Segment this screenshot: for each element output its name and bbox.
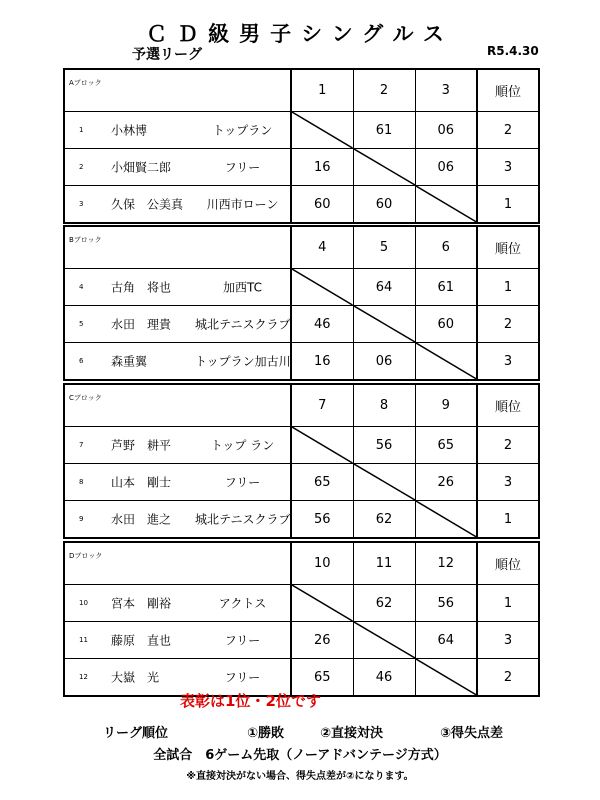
player-club: 加西TC [222, 280, 262, 295]
score-cell: 61 [415, 269, 477, 306]
block-name: Bブロック [64, 226, 291, 269]
player-name: 小畑賢二郎 [111, 160, 172, 175]
column-header: 2 [353, 69, 415, 112]
rules-label: リーグ順位 [103, 726, 169, 741]
rank-cell: 3 [477, 464, 539, 501]
player-number: 1 [79, 126, 84, 134]
column-header: 6 [415, 226, 477, 269]
rank-cell: 1 [477, 501, 539, 539]
score-cell: 60 [291, 186, 353, 224]
diagonal-line [354, 306, 415, 342]
player-cell [64, 343, 291, 381]
player-number: 12 [79, 673, 88, 681]
player-number: 10 [79, 599, 88, 607]
rank-cell: 3 [477, 622, 539, 659]
player-cell [64, 306, 291, 343]
player-cell [64, 427, 291, 464]
diagonal-line [292, 585, 353, 621]
player-cell [64, 464, 291, 501]
rank-cell: 2 [477, 659, 539, 697]
diagonal-line [416, 343, 477, 379]
date-label: R5.4.30 [487, 44, 539, 58]
score-cell: 26 [415, 464, 477, 501]
player-row [64, 427, 539, 464]
player-cell [64, 501, 291, 539]
player-cell [64, 149, 291, 186]
score-cell: 56 [415, 585, 477, 622]
score-cell: 65 [291, 659, 353, 697]
self-match-cell [291, 112, 353, 149]
score-cell: 56 [291, 501, 353, 539]
score-cell: 60 [353, 186, 415, 224]
player-row [64, 149, 539, 186]
player-number: 7 [79, 441, 84, 449]
block-table [63, 541, 540, 697]
score-cell: 62 [353, 501, 415, 539]
player-name: 宮本 剛裕 [111, 596, 172, 611]
player-cell [64, 585, 291, 622]
diagonal-line [354, 622, 415, 658]
player-name: 森重翼 [111, 354, 148, 369]
player-number: 8 [79, 478, 84, 486]
player-row [64, 343, 539, 381]
diagonal-line [354, 149, 415, 185]
player-row [64, 501, 539, 539]
self-match-cell [415, 501, 477, 539]
player-club: フリー [224, 670, 261, 685]
diagonal-line [416, 659, 477, 695]
score-cell: 64 [415, 622, 477, 659]
rank-cell: 2 [477, 306, 539, 343]
player-number: 3 [79, 200, 84, 208]
score-cell: 60 [415, 306, 477, 343]
diagonal-line [416, 501, 477, 537]
column-header: 3 [415, 69, 477, 112]
rank-header: 順位 [477, 69, 539, 112]
column-header: 1 [291, 69, 353, 112]
self-match-cell [353, 306, 415, 343]
subtitle: 予選リーグ [132, 47, 202, 63]
score-cell: 61 [353, 112, 415, 149]
player-name: 久保 公美真 [111, 197, 184, 212]
player-club: トップ ラン [210, 438, 275, 453]
rank-cell: 1 [477, 585, 539, 622]
column-header: 4 [291, 226, 353, 269]
block-table [63, 225, 540, 381]
block-name: Dブロック [64, 542, 291, 585]
player-name: 小林博 [111, 123, 148, 138]
diagonal-line [292, 112, 353, 148]
score-cell: 16 [291, 343, 353, 381]
score-cell: 46 [353, 659, 415, 697]
criterion-2: ②直接対決 [320, 726, 384, 741]
column-header: 11 [353, 542, 415, 585]
diagonal-line [354, 464, 415, 500]
player-row [64, 464, 539, 501]
player-club: フリー [224, 160, 261, 175]
player-name: 山本 剛士 [111, 475, 172, 490]
player-name: 水田 進之 [111, 512, 172, 527]
player-club: フリー [224, 475, 261, 490]
player-row [64, 622, 539, 659]
player-number: 11 [79, 636, 88, 644]
column-header: 9 [415, 384, 477, 427]
criterion-3: ③得失点差 [440, 726, 504, 741]
diagonal-line [292, 427, 353, 463]
score-cell: 06 [415, 149, 477, 186]
rank-cell: 1 [477, 186, 539, 224]
rank-cell: 3 [477, 149, 539, 186]
rank-cell: 2 [477, 112, 539, 149]
player-row [64, 585, 539, 622]
score-cell: 64 [353, 269, 415, 306]
self-match-cell [415, 343, 477, 381]
player-row [64, 186, 539, 224]
score-cell: 16 [291, 149, 353, 186]
rank-header: 順位 [477, 542, 539, 585]
player-row [64, 269, 539, 306]
player-club: 城北テニスクラブ [195, 317, 291, 332]
score-cell: 56 [353, 427, 415, 464]
self-match-cell [353, 149, 415, 186]
player-cell [64, 186, 291, 224]
award-note: 表彰は1位・2位です [180, 692, 321, 710]
self-match-cell [291, 427, 353, 464]
self-match-cell [291, 585, 353, 622]
footnote: ※直接対決がない場合、得失点差が②になります。 [186, 771, 414, 782]
block-name: Aブロック [64, 69, 291, 112]
player-cell [64, 269, 291, 306]
rank-cell: 3 [477, 343, 539, 381]
score-cell: 46 [291, 306, 353, 343]
page-title: ＣＤ級男子シングルス [146, 22, 454, 46]
player-name: 大嶽 光 [111, 670, 160, 685]
player-club: アクトス [218, 596, 267, 611]
score-cell: 06 [353, 343, 415, 381]
player-name: 藤原 直也 [111, 633, 172, 648]
player-number: 5 [79, 320, 84, 328]
block-name: Cブロック [64, 384, 291, 427]
player-club: トップラン [212, 123, 273, 138]
score-cell: 06 [415, 112, 477, 149]
player-cell [64, 112, 291, 149]
self-match-cell [415, 659, 477, 697]
self-match-cell [353, 464, 415, 501]
column-header: 10 [291, 542, 353, 585]
player-number: 9 [79, 515, 84, 523]
score-cell: 65 [415, 427, 477, 464]
block-table [63, 68, 540, 224]
player-club: 城北テニスクラブ [195, 512, 291, 527]
self-match-cell [353, 622, 415, 659]
score-cell: 65 [291, 464, 353, 501]
column-header: 5 [353, 226, 415, 269]
criterion-1: ①勝敗 [247, 726, 285, 741]
column-header: 8 [353, 384, 415, 427]
player-name: 芦野 耕平 [111, 438, 172, 453]
diagonal-line [416, 186, 477, 222]
diagonal-line [292, 269, 353, 305]
player-club: トップラン加古川 [195, 354, 291, 369]
player-number: 2 [79, 163, 84, 171]
rank-header: 順位 [477, 226, 539, 269]
self-match-cell [291, 269, 353, 306]
player-number: 4 [79, 283, 84, 291]
player-number: 6 [79, 357, 84, 365]
player-club: フリー [224, 633, 261, 648]
player-name: 水田 理貴 [111, 317, 172, 332]
player-row [64, 112, 539, 149]
player-cell [64, 622, 291, 659]
player-row [64, 306, 539, 343]
score-cell: 26 [291, 622, 353, 659]
rank-cell: 2 [477, 427, 539, 464]
rank-cell: 1 [477, 269, 539, 306]
column-header: 7 [291, 384, 353, 427]
player-name: 古角 将也 [111, 280, 172, 295]
column-header: 12 [415, 542, 477, 585]
rank-header: 順位 [477, 384, 539, 427]
player-club: 川西市ローン [206, 197, 279, 212]
block-table [63, 383, 540, 539]
self-match-cell [415, 186, 477, 224]
format-note: 全試合 6ゲーム先取（ノーアドバンテージ方式） [153, 748, 447, 763]
score-cell: 62 [353, 585, 415, 622]
